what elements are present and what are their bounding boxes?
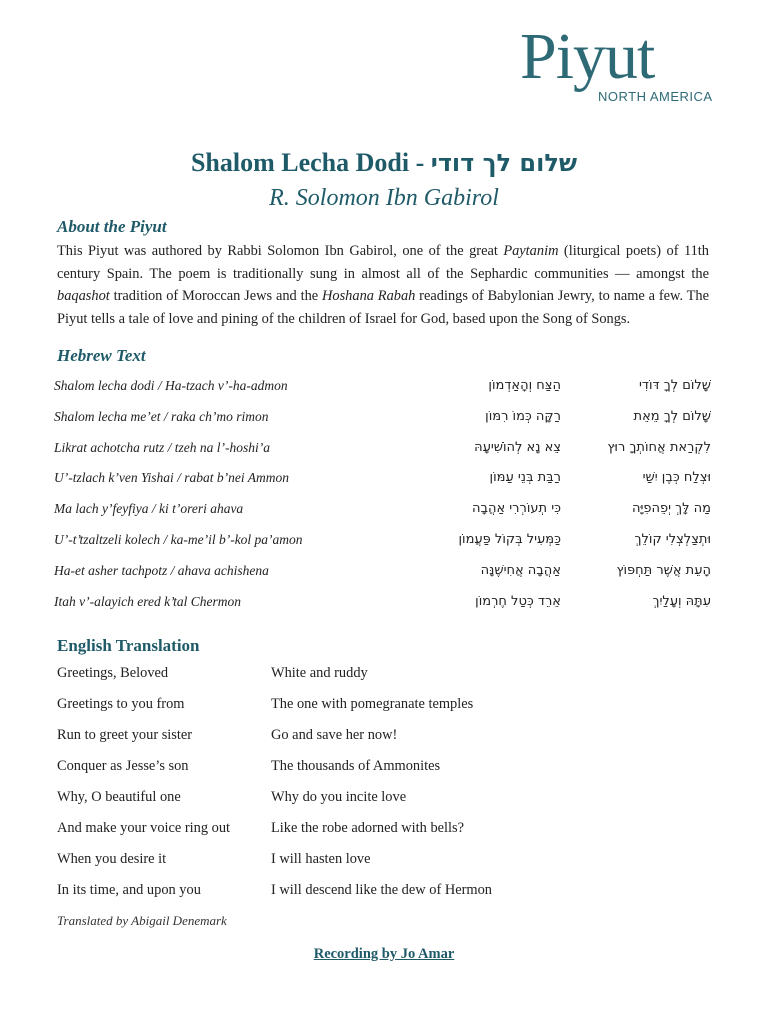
about-heading: About the Piyut <box>57 217 167 236</box>
hebrew-row <box>0 470 768 494</box>
translation-row <box>0 820 768 844</box>
hebrew-second-half: אַהֲבָה אֲחִישֶׁנָּה <box>480 562 561 578</box>
translation-line-first: In its time, and upon you <box>57 882 201 898</box>
page-title <box>0 146 768 180</box>
piyut-logo <box>520 22 720 112</box>
hebrew-second-half: רַקָּה כְּמוֹ רִמּוֹן <box>485 408 561 424</box>
translation-row <box>0 665 768 689</box>
transliteration: U’-tzlach k’ven Yishai / rabat b’nei Ammon <box>54 470 289 486</box>
translation-credit: Translated by Abigail Denemark <box>57 913 227 928</box>
title-english: Shalom Lecha Dodi - <box>190 148 425 177</box>
translation-line-second: The thousands of Ammonites <box>271 758 441 774</box>
translation-row <box>0 789 768 813</box>
translation-line-first: Run to greet your sister <box>57 727 193 743</box>
transliteration: Itah v’-alayich ered k’tal Chermon <box>54 593 241 609</box>
hebrew-first-half: שָׁלוֹם לְךָ מֵאֵת <box>633 408 711 424</box>
translation-line-first: Greetings to you from <box>57 696 185 712</box>
author-subtitle: R. Solomon Ibn Gabirol <box>269 185 499 211</box>
translation-row <box>0 882 768 906</box>
transliteration: Ha-et asher tachpotz / ahava achishena <box>54 562 269 578</box>
logo-word: Piyut <box>520 20 655 93</box>
translation-row <box>0 696 768 720</box>
translation-line-second: The one with pomegranate temples <box>271 696 474 712</box>
hebrew-row <box>0 594 768 618</box>
translation-line-first: Why, O beautiful one <box>57 789 181 805</box>
title-hebrew: שלום לך דודי <box>430 149 578 177</box>
hoshana-term: Hoshana Rabah <box>321 288 416 304</box>
translation-line-second: White and ruddy <box>271 665 368 681</box>
hebrew-row <box>0 532 768 556</box>
translation-line-first: Greetings, Beloved <box>57 665 169 681</box>
translation-line-second: I will hasten love <box>271 851 371 867</box>
translation-line-second: Why do you incite love <box>271 789 407 805</box>
hebrew-row <box>0 378 768 402</box>
translation-row <box>0 758 768 782</box>
hebrew-first-half: וּצְלַח כְּבֶן יִשַׁי <box>642 470 711 486</box>
hebrew-row <box>0 563 768 587</box>
translation-heading: English Translation <box>57 636 200 655</box>
hebrew-second-half: הַצַּח וְהָאַדְמוֹן <box>488 378 561 393</box>
transliteration: Likrat achotcha rutz / tzeh na l’-hoshi’a <box>54 439 270 455</box>
about-paragraph: This Piyut was authored by Rabbi Solomon Ibn Gabirol, one of the great Paytanim (liturgical poets) of 11th century Spain. The poem is traditionally sung in almost all of the Sephardic communities — amongst the baqashot tradition of Moroccan Jews and the Hoshana Rabah readings of Babylonian Jewry, to name a few. The Piyut tells a tale of love and pining of the children of Israel for God, based upon the Song of Songs. <box>57 243 710 327</box>
transliteration: Ma lach y’feyfiya / ki t’oreri ahava <box>54 501 244 517</box>
translation-line-first: When you desire it <box>57 851 167 867</box>
hebrew-second-half: צֵא נָא לְהוֹשִׁיעָהּ <box>474 439 561 455</box>
hebrew-row <box>0 501 768 525</box>
translation-line-second: I will descend like the dew of Hermon <box>271 882 492 898</box>
hebrew-first-half: הָעֵת אֲשֶׁר תַּחְפּוֹץ <box>616 562 711 578</box>
recording-link[interactable]: Recording by Jo Amar <box>313 946 455 962</box>
hebrew-second-half: אֵרֵד כְּטַל חֶרְמוֹן <box>475 593 561 609</box>
paytanim-term: Paytanim <box>503 243 559 259</box>
hebrew-row <box>0 440 768 464</box>
hebrew-first-half: לִקְרַאת אֲחוֹתְךָ רוּץ <box>607 439 711 455</box>
translation-line-first: And make your voice ring out <box>57 820 231 836</box>
hebrew-second-half: רַבַּת בְּנֵי עַמּוֹן <box>489 470 561 486</box>
hebrew-first-half: וּתְצַלְצְלִי קוֹלֵךְ <box>634 532 711 547</box>
baqashot-term: baqashot <box>57 288 110 304</box>
hebrew-first-half: שָׁלוֹם לְךָ דּוֹדִי <box>638 378 711 393</box>
hebrew-second-half: כִּי תְעוֹרְרִי אַהֲבָה <box>471 501 561 517</box>
hebrew-first-half: עִתָּהּ וְעָלַיִךְ <box>652 593 711 609</box>
logo-subtitle: NORTH AMERICA <box>598 89 713 104</box>
hebrew-second-half: כַּמְּעִיל בְּקוֹל פַּעֲמוֹן <box>458 532 561 547</box>
translation-line-first: Conquer as Jesse’s son <box>57 758 189 774</box>
transliteration: Shalom lecha dodi / Ha-tzach v’-ha-admon <box>54 378 288 393</box>
translation-line-second: Like the robe adorned with bells? <box>271 820 465 836</box>
hebrew-first-half: מַה לָּךְ יְפֵהפִיָּה <box>632 501 711 517</box>
hebrew-row <box>0 409 768 433</box>
transliteration: Shalom lecha me’et / raka ch’mo rimon <box>54 408 269 424</box>
translation-row <box>0 851 768 875</box>
transliteration: U’-t’tzaltzeli kolech / ka-me’il b’-kol pa’amon <box>54 532 303 547</box>
translation-line-second: Go and save her now! <box>271 727 398 743</box>
hebrew-text-heading: Hebrew Text <box>57 346 146 365</box>
translation-row <box>0 727 768 751</box>
